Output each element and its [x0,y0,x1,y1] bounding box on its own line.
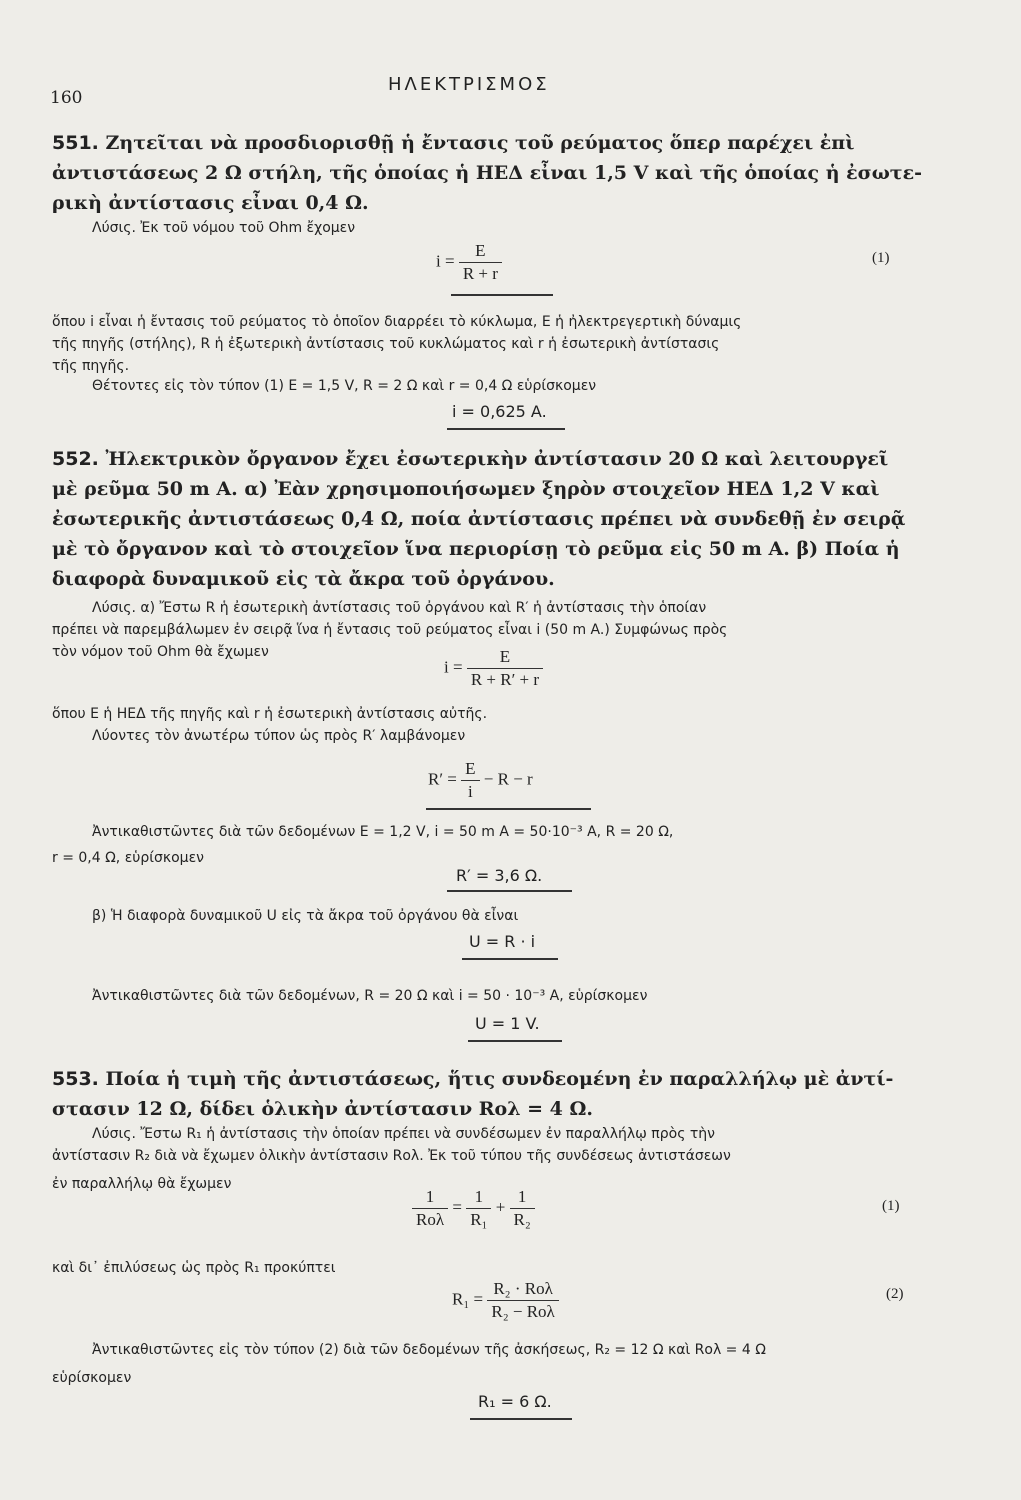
problem-text-line: Ζητεῖται νὰ προσδιορισθῇ ἡ ἔντασις τοῦ ρεύματος ὅπερ παρέχει ἐπὶ [105,132,855,154]
underline [462,958,558,960]
formula-denominator: Rολ [416,1210,445,1229]
formula-numerator: 1 [466,1186,491,1209]
problem-number: 552. [52,448,99,470]
formula-denominator: R₁ [470,1210,488,1229]
formula-lhs: i = [444,657,463,677]
solution-line: τὸν νόμον τοῦ Ohm θὰ ἔχωμεν [52,644,269,660]
problem-text-line: ἐσωτερικῆς ἀντιστάσεως 0,4 Ω, ποία ἀντίστασις πρέπει νὰ συνδεθῇ ἐν σειρᾷ [52,508,906,530]
formula-numerator: E [467,646,543,669]
substitution-line: Ἀντικαθιστῶντες εἰς τὸν τύπον (2) διὰ τῶν δεδομένων τῆς ἀσκήσεως, R₂ = 12 Ω καὶ Rολ = 4 Ω [92,1342,766,1358]
formula-numerator: E [459,240,502,263]
underline [470,1418,572,1420]
running-head: ΗΛΕΚΤΡΙΣΜΟΣ [388,74,550,95]
formula-lhs: R₁ = [452,1289,484,1309]
solution-line: Λύσις. α) Ἔστω R ἡ ἐσωτερικὴ ἀντίστασις τοῦ ὀργάνου καὶ R′ ἡ ἀντίστασις τὴν ὁποίαν [92,600,707,616]
formula-denominator: R₂ − Rολ [491,1302,555,1321]
problem-text-line: Ἠλεκτρικὸν ὄργανον ἔχει ἐσωτερικὴν ἀντίστασιν 20 Ω καὶ λειτουργεῖ [105,448,889,470]
parallel-formula: $\frac{1}{\text{Rολ}}$ = $\frac{1}{\text{R₁}}$ + $\frac{1}{\text{R₂}}$ [412,1186,535,1231]
solving-line: Λύοντες τὸν ἀνωτέρω τύπον ὡς πρὸς R′ λαμβάνομεν [92,728,466,744]
where-line: ὅπου E ἡ ΗΕΔ τῆς πηγῆς καὶ r ἡ ἐσωτερικὴ ἀντίστασις αὐτῆς. [52,706,488,722]
problem-number: 553. [52,1068,99,1090]
problem-text-line: διαφορὰ δυναμικοῦ εἰς τὰ ἄκρα τοῦ ὀργάνου. [52,568,555,590]
substitution-line: r = 0,4 Ω, εὑρίσκομεν [52,850,204,866]
explanation-line: ὅπου i εἶναι ἡ ἔντασις τοῦ ρεύματος τὸ ὁποῖον διαρρέει τὸ κύκλωμα, E ἡ ἠλεκτρεγερτικὴ δύναμις [52,314,742,330]
solution-line: ἐν παραλλήλῳ θὰ ἔχωμεν [52,1176,232,1192]
problem-text-line: μὲ τὸ ὄργανον καὶ τὸ στοιχεῖον ἵνα περιορίσῃ τὸ ρεῦμα εἰς 50 m A. β) Ποία ἡ [52,538,900,560]
ohm-formula [436,240,502,285]
solution-line: Λύσις. Ἔστω R₁ ἡ ἀντίστασις τὴν ὁποίαν πρέπει νὰ συνδέσωμεν ἐν παραλλήλῳ πρὸς τὴν [92,1126,715,1142]
equation-number: (1) [872,250,890,266]
substitution-line: Ἀντικαθιστῶντες διὰ τῶν δεδομένων, R = 20 Ω καὶ i = 50 · 10⁻³ A, εὑρίσκομεν [92,988,648,1004]
underline [447,428,565,430]
solution-line: ἀντίστασιν R₂ διὰ νὰ ἔχωμεν ὁλικὴν ἀντίστασιν Rολ. Ἐκ τοῦ τύπου τῆς συνδέσεως ἀντιστάσεων [52,1148,731,1164]
solution-intro: Λύσις. Ἐκ τοῦ νόμου τοῦ Ohm ἔχομεν [92,220,356,236]
underline [447,890,572,892]
substitution-line: Ἀντικαθιστῶντες διὰ τῶν δεδομένων E = 1,2 V, i = 50 m A = 50·10⁻³ A, R = 20 Ω, [92,824,674,840]
substitution-line: Θέτοντες εἰς τὸν τύπον (1) E = 1,5 V, R = 2 Ω καὶ r = 0,4 Ω εὑρίσκομεν [92,378,597,394]
problem-text-line: Ποία ἡ τιμὴ τῆς ἀντιστάσεως, ἥτις συνδεομένη ἐν παραλλήλῳ μὲ ἀντί- [105,1068,894,1090]
explanation-line: τῆς πηγῆς. [52,358,130,374]
formula-denominator: R + R′ + r [470,670,540,689]
equation-number: (1) [882,1198,900,1214]
formula-rest: − R − r [483,769,533,789]
result-voltage: U = 1 V. [475,1014,540,1033]
formula-denominator: R + r [462,264,498,283]
r1-formula [452,1278,559,1323]
formula-denominator: i [467,782,473,801]
problem-553 [52,1064,962,1124]
formula-denominator: R₂ [513,1210,531,1229]
problem-text-line: ρικὴ ἀντίστασις εἶναι 0,4 Ω. [52,192,369,214]
problem-text-line: στασιν 12 Ω, δίδει ὁλικὴν ἀντίστασιν Rολ = 4 Ω. [52,1098,594,1120]
solve-line: καὶ δι᾽ ἐπιλύσεως ὡς πρὸς R₁ προκύπτει [52,1260,336,1276]
part-beta-line: β) Ἡ διαφορὰ δυναμικοῦ U εἰς τὰ ἄκρα τοῦ ὀργάνου θὰ εἶναι [92,908,519,924]
equation-number: (2) [886,1286,904,1302]
ohm-formula-series [444,646,543,691]
formula-lhs: i = [436,251,455,271]
formula-numerator: E [461,758,479,781]
underline [426,808,591,810]
result-r-prime: R′ = 3,6 Ω. [456,866,543,885]
problem-551 [52,128,962,218]
explanation-line: τῆς πηγῆς (στήλης), R ἡ ἐξωτερικὴ ἀντίστασις τοῦ κυκλώματος καὶ r ἡ ἐσωτερικὴ ἀντίστασις [52,336,720,352]
result-551: i = 0,625 A. [452,402,547,421]
page-number: 160 [50,88,83,108]
formula-lhs: R′ = [428,769,457,789]
formula-numerator: 1 [412,1186,448,1209]
problem-text-line: μὲ ρεῦμα 50 m A. α) Ἐὰν χρησιμοποιήσωμεν ξηρὸν στοιχεῖον ΗΕΔ 1,2 V καὶ [52,478,880,500]
underline [451,294,553,296]
result-r1: R₁ = 6 Ω. [478,1392,552,1411]
voltage-formula: U = R · i [469,932,536,951]
problem-number: 551. [52,132,99,154]
r-prime-formula [428,758,533,803]
solution-line: πρέπει νὰ παρεμβάλωμεν ἐν σειρᾷ ἵνα ἡ ἔντασις τοῦ ρεύματος εἶναι i (50 m A.) Συμφώνως πρὸς [52,622,728,638]
underline [468,1040,562,1042]
formula-numerator: R₂ · Rολ [487,1278,558,1301]
problem-552 [52,444,962,594]
formula-numerator: 1 [510,1186,535,1209]
substitution-line: εὑρίσκομεν [52,1370,132,1386]
problem-text-line: ἀντιστάσεως 2 Ω στήλη, τῆς ὁποίας ἡ ΗΕΔ εἶναι 1,5 V καὶ τῆς ὁποίας ἡ ἐσωτε- [52,162,923,184]
